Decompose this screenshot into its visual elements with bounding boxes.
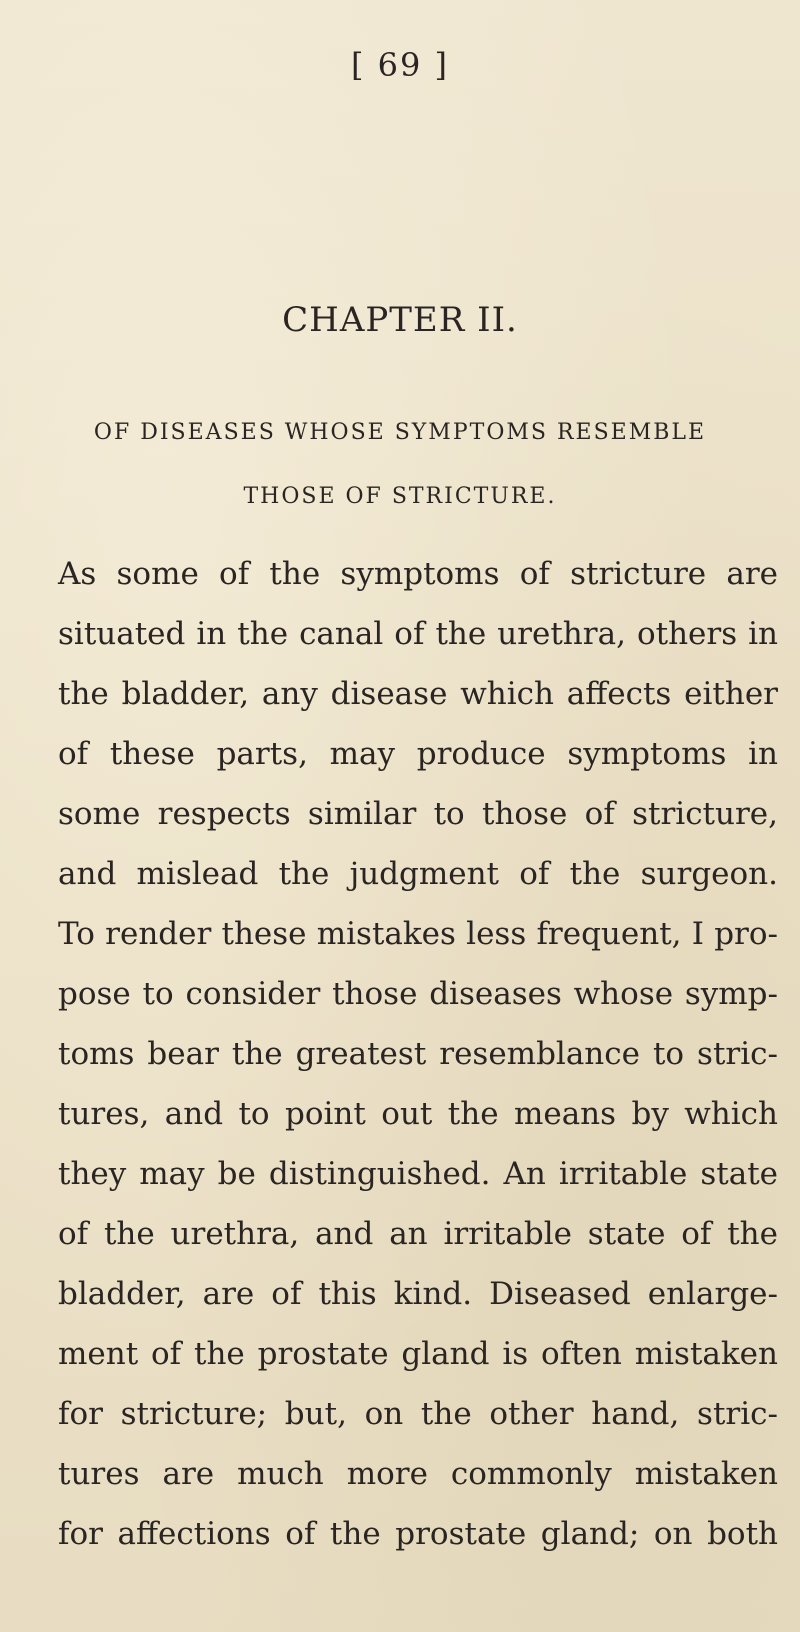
chapter-title: CHAPTER II. bbox=[282, 300, 518, 340]
body-line: To render these mistakes less frequent, I pro- bbox=[58, 916, 778, 952]
body-line: and mislead the judgment of the surgeon. bbox=[58, 856, 778, 892]
body-line: of the urethra, and an irritable state of the bbox=[58, 1216, 778, 1252]
body-line: bladder, are of this kind. Diseased enlarge- bbox=[58, 1276, 778, 1312]
body-line: of these parts, may produce symptoms in bbox=[58, 736, 778, 772]
body-text bbox=[58, 544, 778, 1564]
chapter-heading-line-1: OF DISEASES WHOSE SYMPTOMS RESEMBLE bbox=[93, 420, 707, 445]
body-line: pose to consider those diseases whose symp- bbox=[58, 976, 778, 1012]
body-line: they may be distinguished. An irritable state bbox=[58, 1156, 778, 1192]
body-line: for affections of the prostate gland; on both bbox=[58, 1516, 778, 1552]
body-line: As some of the symptoms of stricture are bbox=[58, 556, 778, 592]
body-line: the bladder, any disease which affects either bbox=[58, 676, 778, 712]
body-line: ment of the prostate gland is often mistaken bbox=[58, 1336, 778, 1372]
body-line: some respects similar to those of stricture, bbox=[58, 796, 778, 832]
page-number: [ 69 ] bbox=[350, 46, 450, 84]
body-line: for stricture; but, on the other hand, stric- bbox=[58, 1396, 778, 1432]
body-line: tures, and to point out the means by which bbox=[58, 1096, 778, 1132]
chapter-heading-line-2: THOSE OF STRICTURE. bbox=[243, 484, 557, 509]
body-line: situated in the canal of the urethra, others in bbox=[58, 616, 778, 652]
body-line: toms bear the greatest resemblance to stric- bbox=[58, 1036, 778, 1072]
body-line: tures are much more commonly mistaken bbox=[58, 1456, 778, 1492]
